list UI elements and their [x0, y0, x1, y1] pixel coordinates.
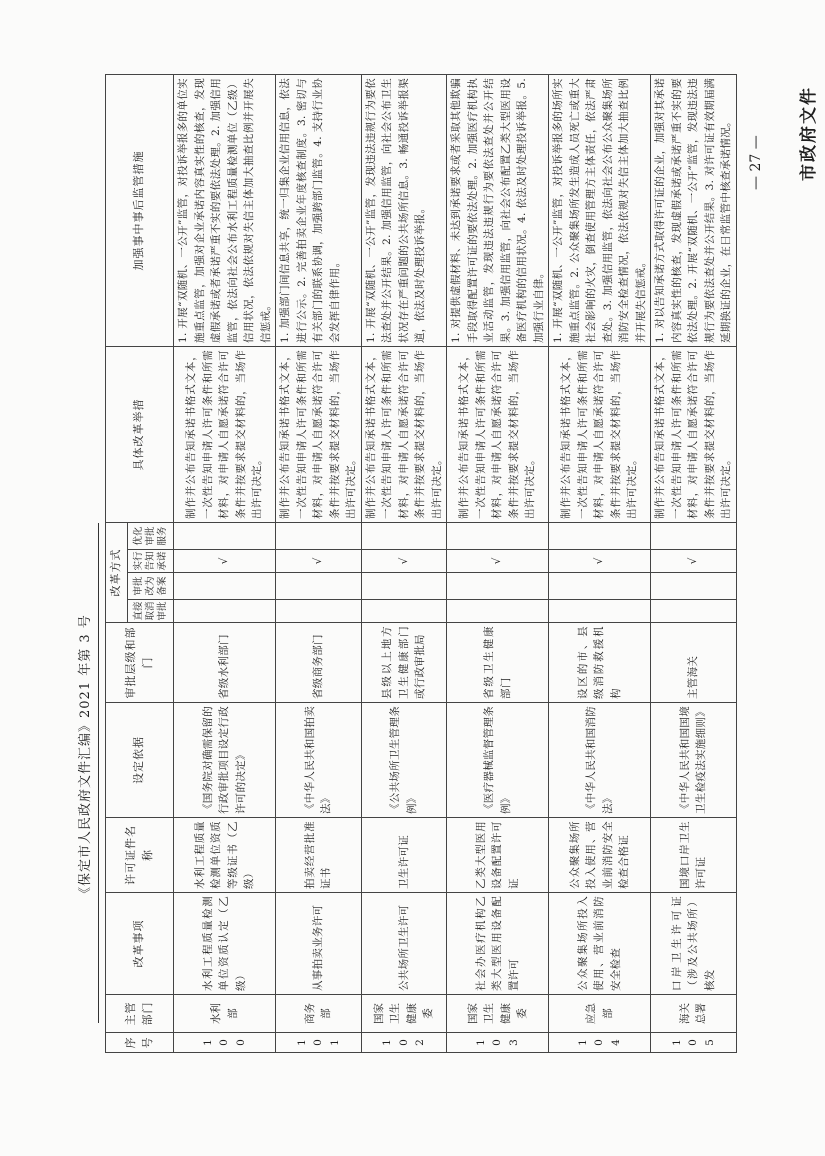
- basis-cell: 《中华人民共和国拍卖法》: [276, 703, 362, 818]
- method-cell: [651, 573, 737, 600]
- seq-cell: 101: [276, 1033, 362, 1053]
- method-cell: [447, 550, 549, 573]
- method-cell: [174, 550, 276, 573]
- header-method-cancel: 直接取消审批: [128, 600, 174, 623]
- item-cell: 水利工程质量检测单位资质认定（乙级）: [174, 893, 276, 995]
- license-cell: 国境口岸卫生许可证: [651, 818, 737, 893]
- item-cell: 口岸卫生许可证（涉及公共场所）核发: [651, 893, 737, 995]
- header-item: 改革事项: [106, 893, 174, 995]
- dept-cell: 国家卫生健康委: [361, 995, 447, 1033]
- method-cell: [651, 550, 737, 573]
- method-cell: [174, 573, 276, 600]
- reform-table: [105, 74, 737, 1053]
- supervision-cell: 1. 开展“双随机、一公开”监管，对投诉举报多的场所实施重点监管。2. 公众聚集场所发生造成人员死亡或重大社会影响的火灾，倒查使用管理方主体责任，依法严肃查处。3. 加强信用监管，依法向社会公布公众聚集场所消防安全检查情况，依法依规对失信主体加大抽查比例并开展失信惩戒。: [549, 75, 651, 347]
- item-cell: 公众聚集场所投入使用、营业前消防安全检查: [549, 893, 651, 995]
- method-cell: [361, 600, 447, 623]
- level-cell: 省级卫生健康部门: [447, 623, 549, 703]
- method-cell: [276, 523, 362, 550]
- page-footer: [745, 75, 825, 1053]
- supervision-cell: 1. 对以告知承诺方式取得许可证的企业，加强对其承诺内容真实性的核查，发现虚假承诺或承诺严重不实的要依法处理。2. 开展“双随机、一公开”监管，发现违法违规行为要依法查处并公开结果。3. 对许可证有效期届满延期换证的企业，在日常监管中核查承诺情况。: [651, 75, 737, 347]
- header-basis: 设定依据: [106, 703, 174, 818]
- method-cell: [276, 550, 362, 573]
- method-cell: [447, 573, 549, 600]
- method-cell: [361, 550, 447, 573]
- header-dept: 主管部门: [106, 995, 174, 1033]
- license-cell: 乙类大型医用设备配置许可证: [447, 818, 549, 893]
- dept-cell: 应急部: [549, 995, 651, 1033]
- check-mark-icon: √: [218, 557, 231, 565]
- method-cell: [276, 573, 362, 600]
- level-cell: 县级以上地方卫生健康部门或行政审批局: [361, 623, 447, 703]
- basis-cell: 《公共场所卫生管理条例》: [361, 703, 447, 818]
- table-row: [361, 75, 447, 1053]
- document-header: 《保定市人民政府文件汇编》2021 年第 3 号: [78, 614, 93, 900]
- method-cell: [549, 523, 651, 550]
- header-supervision: 加强事中事后监管措施: [106, 75, 174, 347]
- check-mark-icon: √: [687, 557, 699, 565]
- method-cell: [174, 600, 276, 623]
- method-cell: [651, 523, 737, 550]
- basis-cell: 《中华人民共和国消防法》: [549, 703, 651, 818]
- method-cell: [549, 600, 651, 623]
- header-method-filing: 审批改为备案: [128, 573, 174, 600]
- measures-cell: 制作并公布告知承诺书格式文本，一次性告知申请人许可条件和所需材料，对申请人自愿承诺符合许可条件并按要求提交材料的，当场作出许可决定。: [447, 347, 549, 523]
- level-cell: 省级水利部门: [174, 623, 276, 703]
- check-mark-icon: √: [491, 557, 504, 565]
- header-seq: 序号: [106, 1033, 174, 1053]
- license-cell: 水利工程质量检测单位资质等级证书（乙级）: [174, 818, 276, 893]
- table-row: [276, 75, 362, 1053]
- table-row: [651, 75, 737, 1053]
- method-cell: [549, 573, 651, 600]
- table-row: [549, 75, 651, 1053]
- item-cell: 从事拍卖业务许可: [276, 893, 362, 995]
- method-cell: [174, 523, 276, 550]
- seq-cell: 102: [361, 1033, 447, 1053]
- dept-cell: 水利部: [174, 995, 276, 1033]
- page-body: [105, 75, 825, 1053]
- measures-cell: 制作并公布告知承诺书格式文本，一次性告知申请人许可条件和所需材料，对申请人自愿承诺符合许可条件并按要求提交材料的，当场作出许可决定。: [276, 347, 362, 523]
- method-cell: [447, 600, 549, 623]
- measures-cell: 制作并公布告知承诺书格式文本，一次性告知申请人许可条件和所需材料，对申请人自愿承诺符合许可条件并按要求提交材料的，当场作出许可决定。: [361, 347, 447, 523]
- basis-cell: 《国务院对确需保留的行政审批项目设定行政许可的决定》: [174, 703, 276, 818]
- page-number: — 27 —: [747, 135, 764, 190]
- dept-cell: 国家卫生健康委: [447, 995, 549, 1033]
- method-cell: [361, 523, 447, 550]
- supervision-cell: 1. 开展“双随机、一公开”监管，发现违法违规行为要依法查处并公开结果。2. 加强信用监管，向社会公布卫生状况存在严重问题的公共场所信息。3. 畅通投诉举报渠道，依法及时处理投诉举报。: [361, 75, 447, 347]
- check-mark-icon: √: [397, 557, 410, 565]
- dept-cell: 海关总署: [651, 995, 737, 1033]
- method-cell: [549, 550, 651, 573]
- measures-cell: 制作并公布告知承诺书格式文本，一次性告知申请人许可条件和所需材料，对申请人自愿承诺符合许可条件并按要求提交材料的，当场作出许可决定。: [174, 347, 276, 523]
- basis-cell: 《医疗器械监督管理条例》: [447, 703, 549, 818]
- method-cell: [447, 523, 549, 550]
- header-method: 改革方式: [106, 523, 128, 623]
- basis-cell: 《中华人民共和国国境卫生检疫法实施细则》: [651, 703, 737, 818]
- method-cell: [651, 600, 737, 623]
- supervision-cell: 1. 开展“双随机、一公开”监管，对投诉举报多的单位实施重点监管，加强对企业承诺内容真实性的核查，发现虚假承诺或者承诺严重不实的要依法处理。2. 加强信用监管，依法向社会公布水利工程质量检测单位（乙级）信用状况，依法依规对失信主体加大抽查比例并开展失信惩戒。: [174, 75, 276, 347]
- seq-cell: 105: [651, 1033, 737, 1053]
- header-measures: 具体改革举措: [106, 347, 174, 523]
- seq-cell: 104: [549, 1033, 651, 1053]
- table-row: [447, 75, 549, 1053]
- check-mark-icon: √: [312, 557, 324, 565]
- supervision-cell: 1. 加强部门间信息共享，统一归集企业信用信息，依法进行公示。2. 完善拍卖企业年度核查制度。3. 密切与有关部门的联系协调，加强跨部门监管。4. 支持行业协会发挥自律作用。: [276, 75, 362, 347]
- seq-cell: 100: [174, 1033, 276, 1053]
- method-cell: [361, 573, 447, 600]
- check-mark-icon: √: [593, 557, 606, 565]
- header-rule: [98, 523, 99, 1023]
- license-cell: 卫生许可证: [361, 818, 447, 893]
- license-cell: 拍卖经营批准证书: [276, 818, 362, 893]
- supervision-cell: 1. 对提供虚假材料、未达到承诺要求或者采取其他欺骗手段取得配置许可证的要依法处理。2. 加强医疗机构执业活动监管，发现违法违规行为要依法查处并公开结果。3. 加强信用监管，向社会公布配置乙类大型医用设备医疗机构的信用状况。4. 依法及时处理投诉举报。5. 加强行业自律。: [447, 75, 549, 347]
- level-cell: 设区的市、县级消防救援机构: [549, 623, 651, 703]
- license-cell: 公众聚集场所投入使用、营业前消防安全检查合格证: [549, 818, 651, 893]
- measures-cell: 制作并公布告知承诺书格式文本，一次性告知申请人许可条件和所需材料，对申请人自愿承诺符合许可条件并按要求提交材料的，当场作出许可决定。: [651, 347, 737, 523]
- seq-cell: 103: [447, 1033, 549, 1053]
- header-method-optimize: 优化审批服务: [128, 523, 174, 550]
- header-level: 审批层级和部门: [106, 623, 174, 703]
- section-label: 市政府文件: [798, 86, 819, 181]
- method-cell: [276, 600, 362, 623]
- measures-cell: 制作并公布告知承诺书格式文本，一次性告知申请人许可条件和所需材料，对申请人自愿承诺符合许可条件并按要求提交材料的，当场作出许可决定。: [549, 347, 651, 523]
- level-cell: 省级商务部门: [276, 623, 362, 703]
- item-cell: 公共场所卫生许可: [361, 893, 447, 995]
- item-cell: 社会办医疗机构乙类大型医用设备配置许可: [447, 893, 549, 995]
- table-row: [174, 75, 276, 1053]
- header-license: 许可证件名称: [106, 818, 174, 893]
- level-cell: 主管海关: [651, 623, 737, 703]
- dept-cell: 商务部: [276, 995, 362, 1033]
- header-method-commitment: 实行告知承诺: [128, 550, 174, 573]
